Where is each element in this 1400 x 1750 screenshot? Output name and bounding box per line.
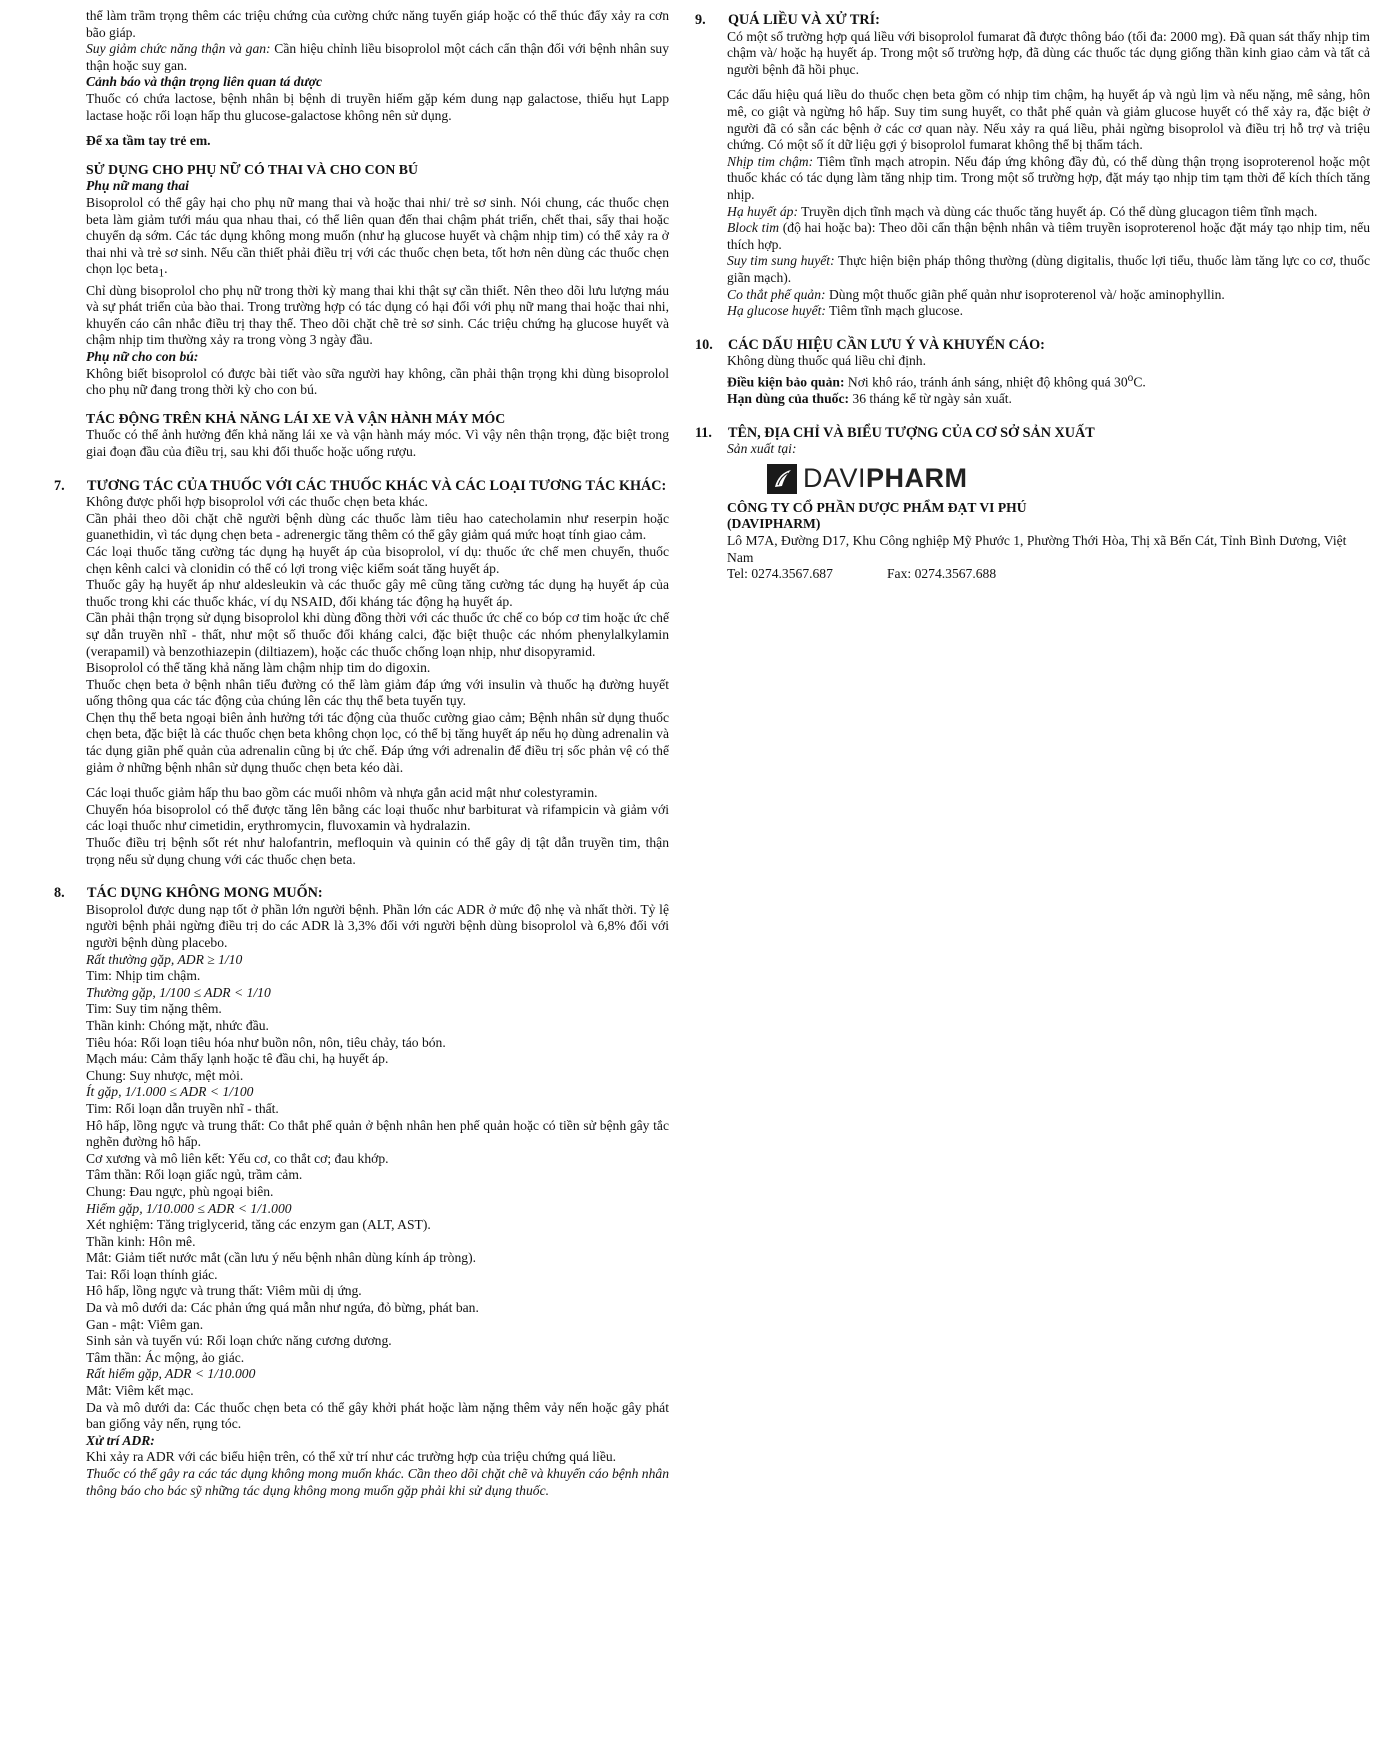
adverse-effect-item: Tim: Nhịp tim chậm. [86,968,201,984]
driving-section-title: TÁC ĐỘNG TRÊN KHẢ NĂNG LÁI XE VÀ VẬN HÀNH MÁY MÓC [86,410,506,426]
section-9-title: QUÁ LIỀU VÀ XỬ TRÍ: [728,12,880,28]
overdose-treatment-text: Truyền dịch tĩnh mạch và dùng các thuốc tăng huyết áp. Có thể dùng glucagon tiêm tĩnh mạch. [797,203,1318,219]
section-7-number: 7. [54,477,65,494]
left-column [54,8,669,1499]
pregnancy-paragraph-2: Chỉ dùng bisoprolol cho phụ nữ trong thời kỳ mang thai khi thật sự cần thiết. Nên theo dõi lưu lượng máu và sự phát triển của bào thai. Trong trường hợp có tác dụng có hại đối với phụ nữ mang thai hoặc thai nhi, khuyến cáo cân nhắc điều trị thay thế. Theo dõi chặt chẽ trẻ sơ sinh. Các triệu chứng hạ glucose huyết và chậm nhịp tim thường xảy ra trong vòng 3 ngày đầu. [86,282,669,348]
davipharm-logo-text [803,463,968,494]
adverse-effect-item: Chung: Suy nhược, mệt mỏi. [86,1067,244,1083]
interaction-paragraph: Cần phải thận trọng sử dụng bisoprolol khi dùng đồng thời với các thuốc ức chế co bóp cơ tim hoặc ức chế sự dẫn truyền nhĩ - thất, như một số thuốc đối kháng calci, đặc biệt thuộc các nhóm phenylalkylamin (verapamil) và benzothiazepin (diltiazem), hoặc các thuốc chống loạn nhịp, như disopyramid. [86,610,669,659]
excipient-warning-heading: Cảnh báo và thận trọng liên quan tá dược [86,74,323,90]
adverse-effect-item: Tai: Rối loạn thính giác. [86,1266,218,1282]
overdose-treatment-text: Dùng một thuốc giãn phế quản như isoproterenol và/ hoặc aminophyllin. [825,286,1225,302]
adverse-effects-list [86,952,669,1433]
driving-paragraph: Thuốc có thể ảnh hưởng đến khả năng lái xe và vận hành máy móc. Vì vậy nên thận trọng, đặc biệt trong giai đoạn đầu của điều trị, sau khi đổi thuốc hoặc uống rượu. [86,427,669,459]
overdose-treatment-item [727,154,1370,204]
adverse-effect-item: Mắt: Viêm kết mạc. [86,1383,194,1399]
renal-hepatic-paragraph [86,41,669,74]
company-address: Lô M7A, Đường D17, Khu Công nghiệp Mỹ Phước 1, Phường Thới Hòa, Thị xã Bến Cát, Tỉnh Bình Dương, Việt Nam [727,532,1347,565]
interaction-paragraph: Bisoprolol có thể tăng khả năng làm chậm nhịp tim do digoxin. [86,660,431,676]
lactation-paragraph: Không biết bisoprolol có được bài tiết vào sữa người hay không, cần phải thận trọng khi dùng bisoprolol cho phụ nữ đang trong thời kỳ cho con bú. [86,365,669,398]
lactation-subheading: Phụ nữ cho con bú: [86,349,199,364]
logo-text-pharm: PHARM [866,463,968,494]
degree-symbol: o [1127,371,1134,384]
adverse-effect-item: Xét nghiệm: Tăng triglycerid, tăng các enzym gan (ALT, AST). [86,1217,431,1233]
storage-text: Nơi khô ráo, tránh ánh sáng, nhiệt độ không quá 30 [844,374,1128,390]
section-11-heading [695,424,1370,442]
section-8-title: TÁC DỤNG KHÔNG MONG MUỐN: [87,885,323,902]
beta-subscript: 1 [158,268,165,281]
section-10-title: CÁC DẤU HIỆU CẦN LƯU Ý VÀ KHUYẾN CÁO: [728,336,1045,353]
overdose-treatment-text: Thực hiện biện pháp thông thường (dùng digitalis, thuốc lợi tiểu, thuốc làm tăng lực co cơ, thuốc giãn mạch). [727,253,1370,285]
section-11-title: TÊN, ĐỊA CHỈ VÀ BIỂU TƯỢNG CỦA CƠ SỞ SẢN XUẤT [728,424,1095,441]
adverse-effect-item: Thần kinh: Hôn mê. [86,1233,196,1249]
adverse-effect-item: Da và mô dưới da: Các phản ứng quá mẫn như ngứa, đỏ bừng, phát ban. [86,1300,479,1316]
dosage-warning: Không dùng thuốc quá liều chỉ định. [727,353,926,369]
adverse-effect-item: Mắt: Giảm tiết nước mắt (cần lưu ý nếu bệnh nhân dùng kính áp tròng). [86,1250,476,1266]
company-contact [727,566,1370,583]
company-short-name: (DAVIPHARM) [727,516,821,532]
interaction-paragraph: Các loại thuốc giảm hấp thu bao gồm các muối nhôm và nhựa gắn acid mật như colestyramin. [86,785,598,801]
overdose-treatment-list [727,154,1370,320]
overdose-treatment-label: Hạ glucose huyết: [727,303,826,319]
expiry-text: 36 tháng kể từ ngày sản xuất. [849,391,1012,406]
adverse-effect-item: Gan - mật: Viêm gan. [86,1316,204,1332]
frequency-heading: Hiếm gặp, 1/10.000 ≤ ADR < 1/1.000 [86,1200,292,1216]
davipharm-logo-icon [767,464,797,494]
excipient-warning-text: Thuốc có chứa lactose, bệnh nhân bị bệnh di truyền hiếm gặp kém dung nạp galactose, thiếu hụt Lapp lactase hoặc rối loạn hấp thu glucose-galactose không nên sử dụng. [86,90,669,123]
section-11-number: 11. [695,424,712,441]
section-7-title: TƯƠNG TÁC CỦA THUỐC VỚI CÁC THUỐC KHÁC VÀ CÁC LOẠI TƯƠNG TÁC KHÁC: [87,477,667,494]
fax: Fax: 0274.3567.688 [887,566,997,582]
overdose-treatment-item [727,253,1370,286]
overdose-paragraph-2: Các dấu hiệu quá liều do thuốc chẹn beta gồm có nhịp tim chậm, hạ huyết áp và ngủ lịm và nếu nặng, mê sảng, hôn mê, co giật và ngừng hô hấp. Suy tim sung huyết, co thắt phế quản và giảm glucose huyết có thể xảy ra, đặc biệt ở người đã có sẵn các bệnh ở các cơ quan này. Nếu xảy ra quá liều, phải ngừng bisoprolol và điều trị hỗ trợ và triệu chứng. Có một số ít dữ liệu gợi ý bisoprolol fumarat không thể bị thẩm tách. [727,87,1370,153]
adr-note: Thuốc có thể gây ra các tác dụng không mong muốn khác. Cần theo dõi chặt chẽ và khuyến cáo bệnh nhân thông báo cho bác sỹ những tác dụng không mong muốn gặp phải khi sử dụng thuốc. [86,1466,669,1498]
storage-label: Điều kiện bảo quản: [727,374,845,390]
pregnancy-paragraph-1-text: Bisoprolol có thể gây hại cho phụ nữ mang thai và hoặc thai nhi/ trẻ sơ sinh. Nói chung, các thuốc chẹn beta làm giảm tưới máu qua nhau thai, có thể liên quan đến thai chậm phát triển, chết thai, sẩy thai hoặc chuyển dạ sớm. Các tác dụng không mong muốn (như hạ glucose huyết và chậm nhịp tim) có thể xảy ra ở thai nhi và trẻ sơ sinh. Nếu cần thiết phải điều trị với các thuốc chẹn beta, tốt hơn nên dùng các thuốc chẹn chọn lọc beta [86,194,669,277]
adverse-effect-item: Hô hấp, lồng ngực và trung thất: Co thắt phế quản ở bệnh nhân hen phế quản hoặc có tiền sử bệnh gây tắc nghẽn đường hô hấp. [86,1117,669,1150]
overdose-treatment-text: (độ hai hoặc ba): Theo dõi cẩn thận bệnh nhân và tiêm truyền isoproterenol hoặc đặt máy tạo nhịp tim, nếu thích hợp. [727,220,1370,252]
adverse-effect-item: Da và mô dưới da: Các thuốc chẹn beta có thể gây khởi phát hoặc làm nặng thêm vảy nến hoặc gây phát ban giống vảy nến, rụng tóc. [86,1399,669,1432]
overdose-treatment-label: Nhịp tim chậm: [727,153,814,169]
adverse-effect-item: Tiêu hóa: Rối loạn tiêu hóa như buồn nôn, nôn, tiêu chảy, táo bón. [86,1034,446,1050]
section-9-number: 9. [695,12,706,28]
adr-management-paragraph: Khi xảy ra ADR với các biểu hiện trên, có thể xử trí như các trường hợp của triệu chứng quá liều. [86,1449,617,1465]
interaction-paragraph: Không được phối hợp bisoprolol với các thuốc chẹn beta khác. [86,494,428,510]
section-8-number: 8. [54,885,65,902]
section-9-heading [695,12,1370,29]
renal-hepatic-text: Cần hiệu chỉnh liều bisoprolol một cách cẩn thận đối với bệnh nhân suy thận hoặc suy gan. [86,41,669,73]
section-7-heading [54,477,669,495]
adr-management-subheading: Xử trí ADR: [86,1432,155,1448]
renal-hepatic-label: Suy giảm chức năng thận và gan: [86,41,271,57]
overdose-treatment-label: Block tim [727,220,780,236]
interaction-paragraph: Chuyển hóa bisoprolol có thể được tăng lên bằng các loại thuốc như barbiturat và rifampicin và giảm với các loại thuốc như cimetidin, erythromycin, fluvoxamin và hydralazin. [86,801,669,834]
adverse-effect-item: Tim: Rối loạn dẫn truyền nhĩ - thất. [86,1100,279,1116]
frequency-heading: Ít gặp, 1/1.000 ≤ ADR < 1/100 [86,1084,254,1100]
overdose-treatment-label: Suy tim sung huyết: [727,253,835,269]
adverse-effect-item: Tim: Suy tim nặng thêm. [86,1001,222,1017]
adverse-effect-item: Cơ xương và mô liên kết: Yếu cơ, co thắt cơ; đau khớp. [86,1150,389,1166]
overdose-treatment-label: Co thắt phế quản: [727,286,826,302]
section-8-heading [54,885,669,902]
telephone: Tel: 0274.3567.687 [727,566,833,582]
company-name: CÔNG TY CỔ PHẦN DƯỢC PHẨM ĐẠT VI PHÚ [727,499,1027,515]
interaction-paragraph: Thuốc chẹn beta ở bệnh nhân tiểu đường có thể làm giảm đáp ứng với insulin và thuốc hạ đường huyết uống thông qua các tác động của chúng lên các thụ thể beta tuyến tụy. [86,676,669,709]
adverse-effects-intro: Bisoprolol được dung nạp tốt ở phần lớn người bệnh. Phần lớn các ADR ở mức độ nhẹ và nhất thời. Tỷ lệ người bệnh phải ngừng điều trị do các ADR là 3,3% đối với người bệnh dùng bisoprolol và 6,8% đối với người bệnh dùng placebo. [86,901,669,950]
interaction-paragraph: Các loại thuốc tăng cường tác dụng hạ huyết áp của bisoprolol, ví dụ: thuốc ức chế men chuyển, thuốc chẹn kênh calci và clonidin có thể có lợi trong việc kiểm soát tăng huyết áp. [86,543,669,576]
interaction-paragraph: Thuốc điều trị bệnh sốt rét như halofantrin, mefloquin và quinin có thể gây dị tật dẫn truyền tim, thận trọng nếu sử dụng chung với các thuốc chẹn beta. [86,835,669,867]
expiry [727,391,1370,408]
storage-end: C. [1133,374,1146,390]
adverse-effect-item: Hô hấp, lồng ngực và trung thất: Viêm mũi dị ứng. [86,1283,362,1299]
section-10-heading [695,336,1370,354]
thyroid-paragraph: thể làm trầm trọng thêm các triệu chứng của cường chức năng tuyến giáp hoặc có thể thúc đẩy xảy ra cơn bão giáp. [86,8,669,40]
interaction-paragraph: Thuốc gây hạ huyết áp như aldesleukin và các thuốc gây mê cũng tăng cường tác dụng hạ huyết áp của thuốc trong khi các thuốc khác, ví dụ NSAID, đối kháng tác động hạ huyết áp. [86,577,669,609]
overdose-paragraph-1: Có một số trường hợp quá liều với bisoprolol fumarat đã được thông báo (tối đa: 2000 mg). Đã quan sát thấy nhịp tim chậm và/ hoặc hạ huyết áp. Trong một số trường hợp, đã dùng các thuốc tác dụng giống thần kinh giao cảm và tất cả người bệnh đã hồi phục. [727,28,1370,77]
adverse-effect-item: Tâm thần: Rối loạn giấc ngủ, trầm cảm. [86,1167,303,1183]
frequency-heading: Rất thường gặp, ADR ≥ 1/10 [86,951,243,967]
frequency-heading: Rất hiếm gặp, ADR < 1/10.000 [86,1366,256,1382]
storage-conditions [727,370,1370,391]
section-10-number: 10. [695,336,713,353]
interaction-paragraph: Cần phải theo dõi chặt chẽ người bệnh dùng các thuốc làm tiêu hao catecholamin như reserpin hoặc guanethidin, vì tác dụng chẹn beta - adrenergic tăng thêm có thể gây giảm quá mức hoạt tính giao cảm. [86,510,669,543]
overdose-treatment-text: Tiêm tĩnh mạch atropin. Nếu đáp ứng không đầy đủ, có thể dùng thận trọng isoproterenol hoặc một thuốc khác có tác dụng làm tăng nhịp tim. Trong một số trường hợp, đặt máy tạo nhịp tim tạm thời để kích thích tăng nhịp. [727,153,1370,202]
overdose-treatment-item [727,204,1370,221]
overdose-treatment-text: Tiêm tĩnh mạch glucose. [825,303,963,319]
adverse-effect-item: Thần kinh: Chóng mặt, nhức đầu. [86,1017,269,1033]
frequency-heading: Thường gặp, 1/100 ≤ ADR < 1/10 [86,984,271,1000]
keep-away-children: Để xa tầm tay trẻ em. [86,133,211,149]
overdose-treatment-item [727,287,1370,304]
adverse-effect-item: Tâm thần: Ác mộng, ảo giác. [86,1349,245,1365]
logo-text-davi: DAVI [803,463,867,494]
pregnancy-paragraph-1 [86,195,669,283]
manufactured-at: Sản xuất tại: [727,441,797,457]
overdose-treatment-item [727,220,1370,253]
pregnancy-subheading: Phụ nữ mang thai [86,178,189,194]
overdose-treatment-label: Hạ huyết áp: [727,203,798,219]
adverse-effect-item: Mạch máu: Cảm thấy lạnh hoặc tê đầu chi, hạ huyết áp. [86,1051,389,1067]
adverse-effect-item: Chung: Đau ngực, phù ngoại biên. [86,1183,274,1199]
pregnancy-section-title: SỬ DỤNG CHO PHỤ NỮ CÓ THAI VÀ CHO CON BÚ [86,161,418,177]
pregnancy-paragraph-1-end: . [164,261,168,277]
right-column [695,8,1370,583]
expiry-label: Hạn dùng của thuốc: [727,391,849,406]
overdose-treatment-item [727,303,1370,320]
davipharm-logo [767,462,1370,496]
adverse-effect-item: Sinh sản và tuyến vú: Rối loạn chức năng cương dương. [86,1333,392,1349]
interaction-paragraph: Chẹn thụ thể beta ngoại biên ảnh hưởng tới tác động của thuốc cường giao cảm; Bệnh nhân sử dụng thuốc chẹn beta, đặc biệt là các thuốc chẹn beta không chọn lọc, có thể bị tăng huyết áp nếu họ dùng adrenalin và tác dụng giãn phế quản của adrenalin cũng bị ức chế. Đáp ứng với adrenalin để điều trị sốc phản vệ có thể giảm ở những bệnh nhân sử dụng thuốc chẹn beta kéo dài. [86,709,669,775]
